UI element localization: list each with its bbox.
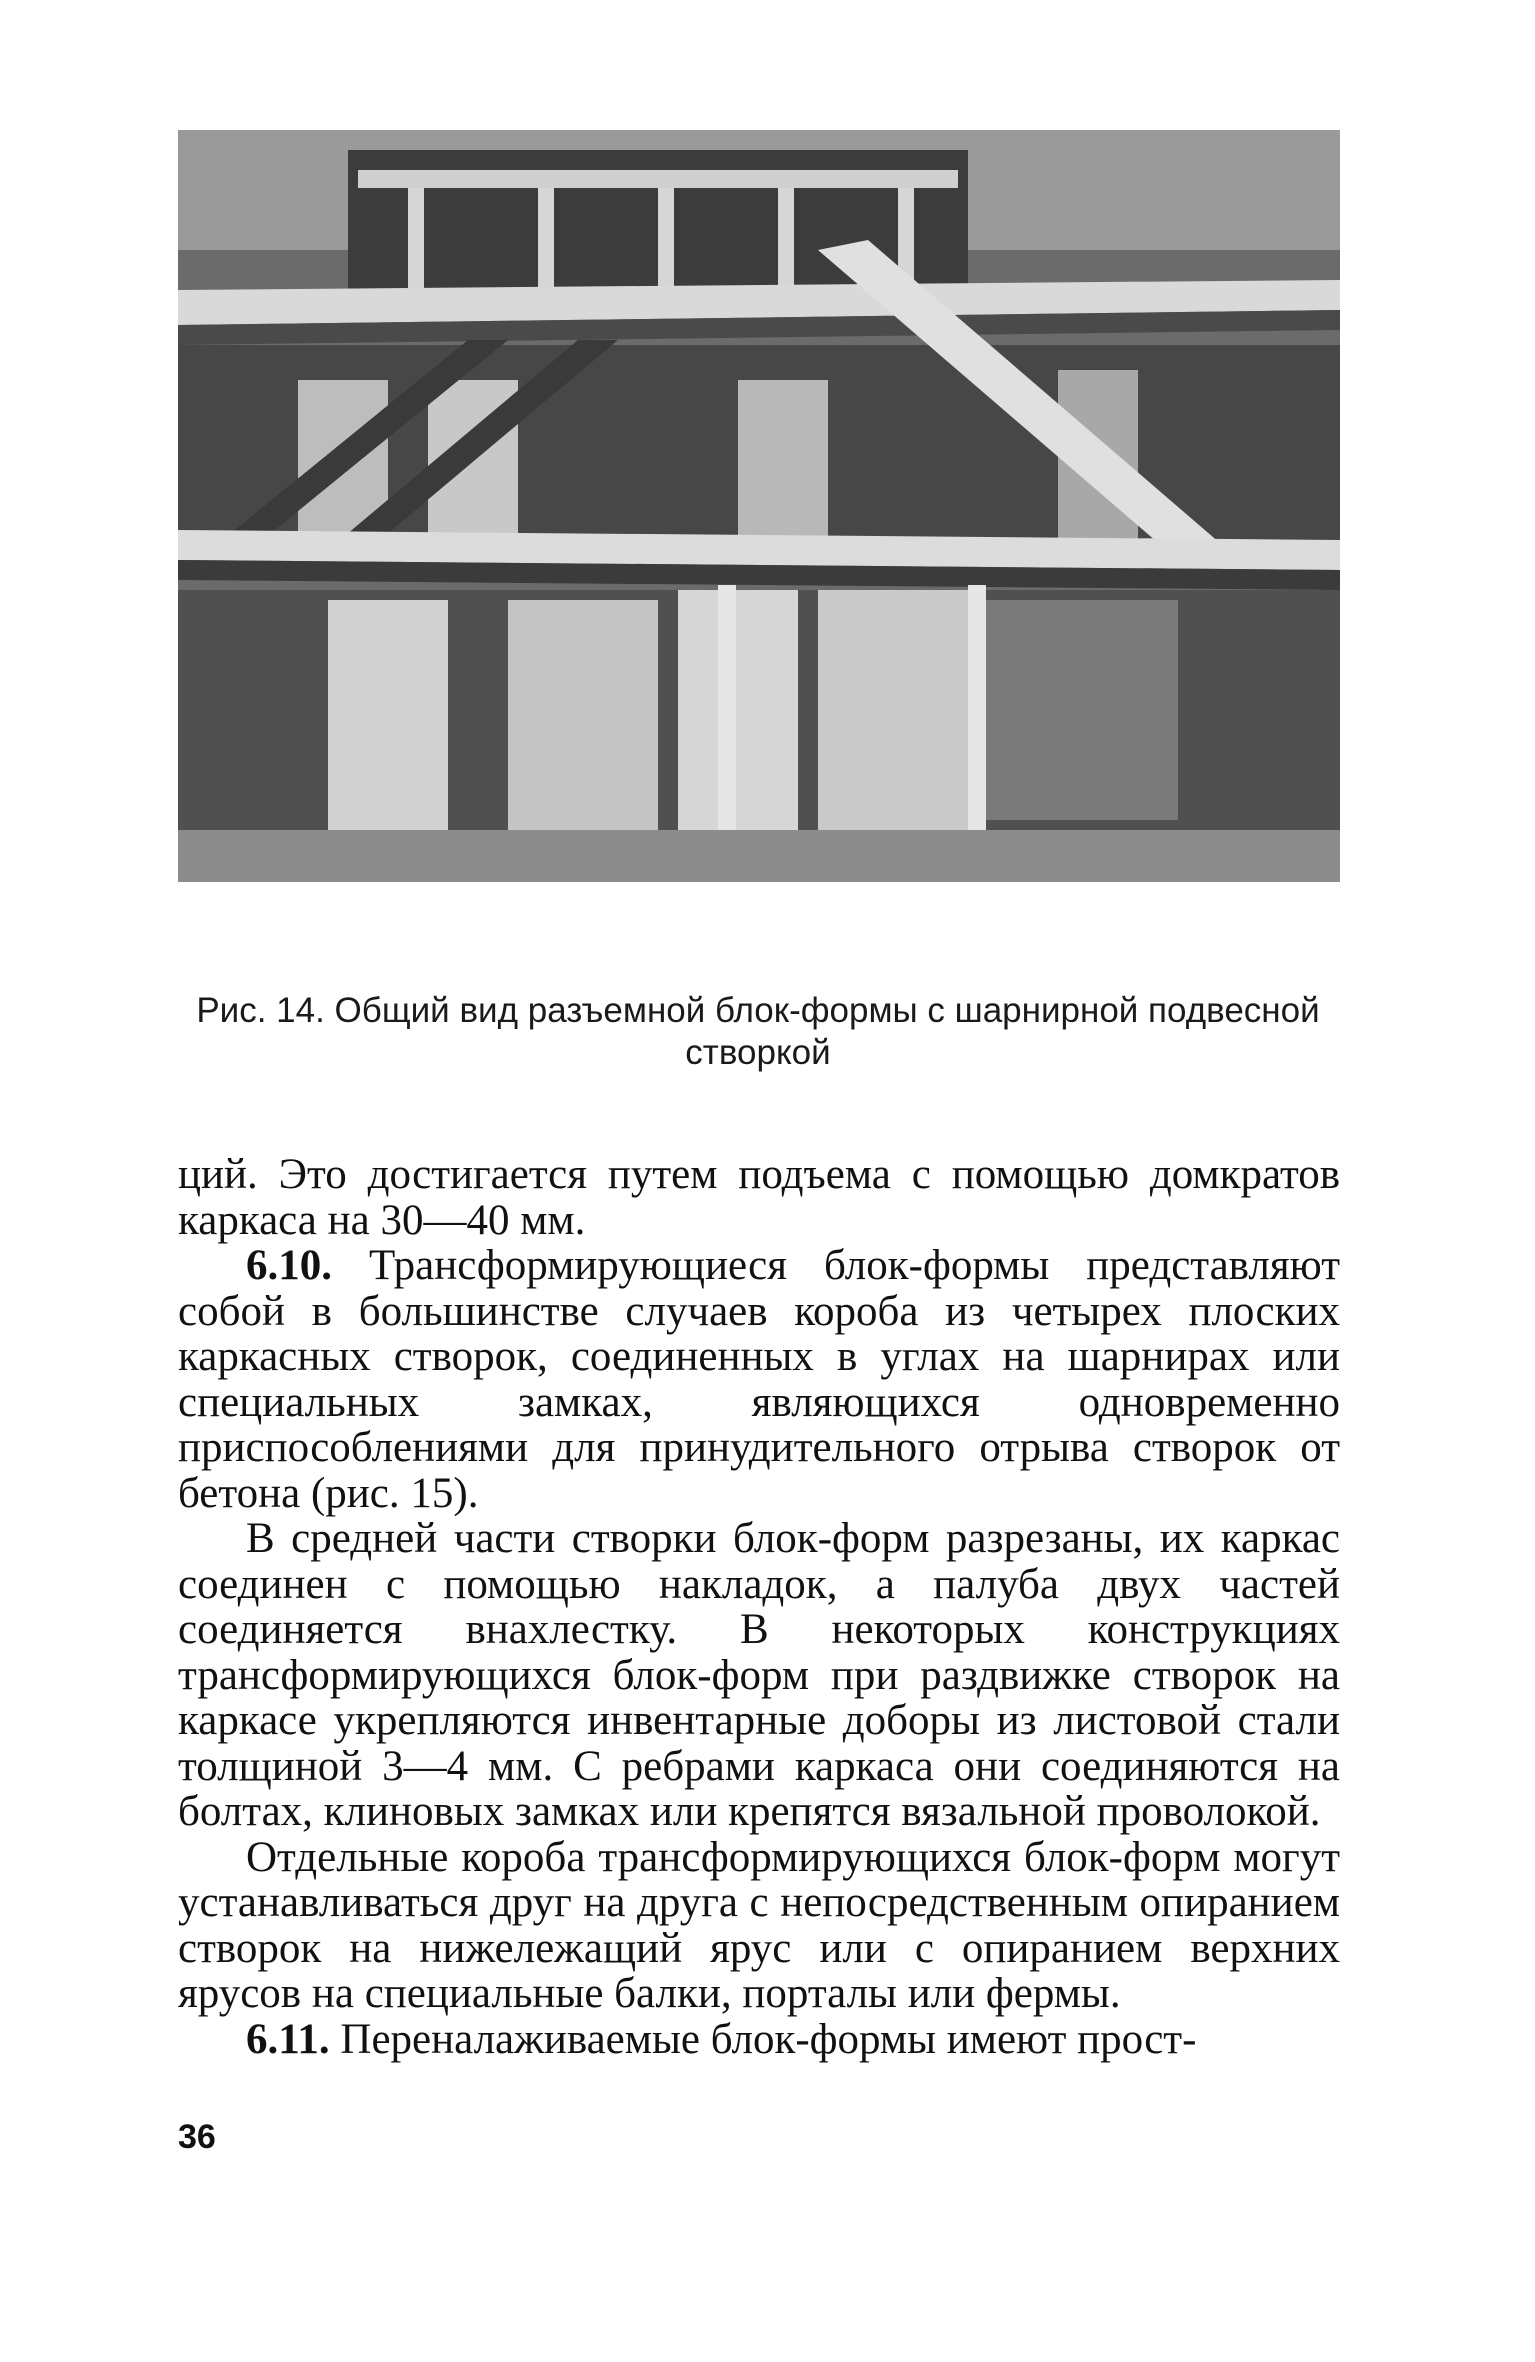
page-number: 36 [178, 2118, 216, 2156]
figure-photo [178, 130, 1340, 882]
paragraph-text: Трансформирующиеся блок-формы представляют собой в большинстве случаев короба из четырех плоских каркасных створок, соединенных в углах на шарнирах или специальных замках, являющихся одновременно приспособлениями для принудительного отрыва створок от бетона (рис. 15). [178, 1242, 1341, 1517]
paragraph [178, 1516, 1340, 1835]
paragraph [178, 1243, 1340, 1516]
figure-caption-line: Рис. 14. Общий вид разъемной блок-формы с шарнирной подвесной [196, 991, 1320, 1030]
section-number: 6.11. [246, 2015, 330, 2063]
paragraph [178, 1152, 1340, 1243]
paragraph [178, 2017, 1340, 2063]
paragraph-text: В средней части створки блок-форм разрезаны, их каркас соединен с помощью накладок, а палуба двух частей соединяется внахлестку. В некоторых конструкциях трансформирующихся блок-форм при раздвижке створок на каркасе укрепляются инвентарные доборы из листовой стали толщиной 3—4 мм. С ребрами каркаса они соединяются на болтах, клиновых замках или крепятся вязальной проволокой. [178, 1515, 1340, 1835]
paragraph [178, 1835, 1340, 2017]
paragraph-text: Отдельные короба трансформирующихся блок-форм могут устанавливаться друг на друга с непосредственным опиранием створок на нижележащий ярус или с опиранием верхних ярусов на специальные балки, порталы или фермы. [178, 1833, 1340, 2017]
section-number: 6.10. [246, 1242, 332, 1289]
body-text [178, 1152, 1340, 2062]
paragraph-text: ций. Это достигается путем подъема с помощью домкратов каркаса на 30—40 мм. [178, 1151, 1340, 1244]
figure-caption [168, 990, 1348, 1074]
formwork-photo-illustration [178, 130, 1340, 882]
paragraph-text: Переналаживаемые блок-формы имеют прост- [340, 2015, 1197, 2063]
figure-caption-line: створкой [685, 1033, 831, 1072]
